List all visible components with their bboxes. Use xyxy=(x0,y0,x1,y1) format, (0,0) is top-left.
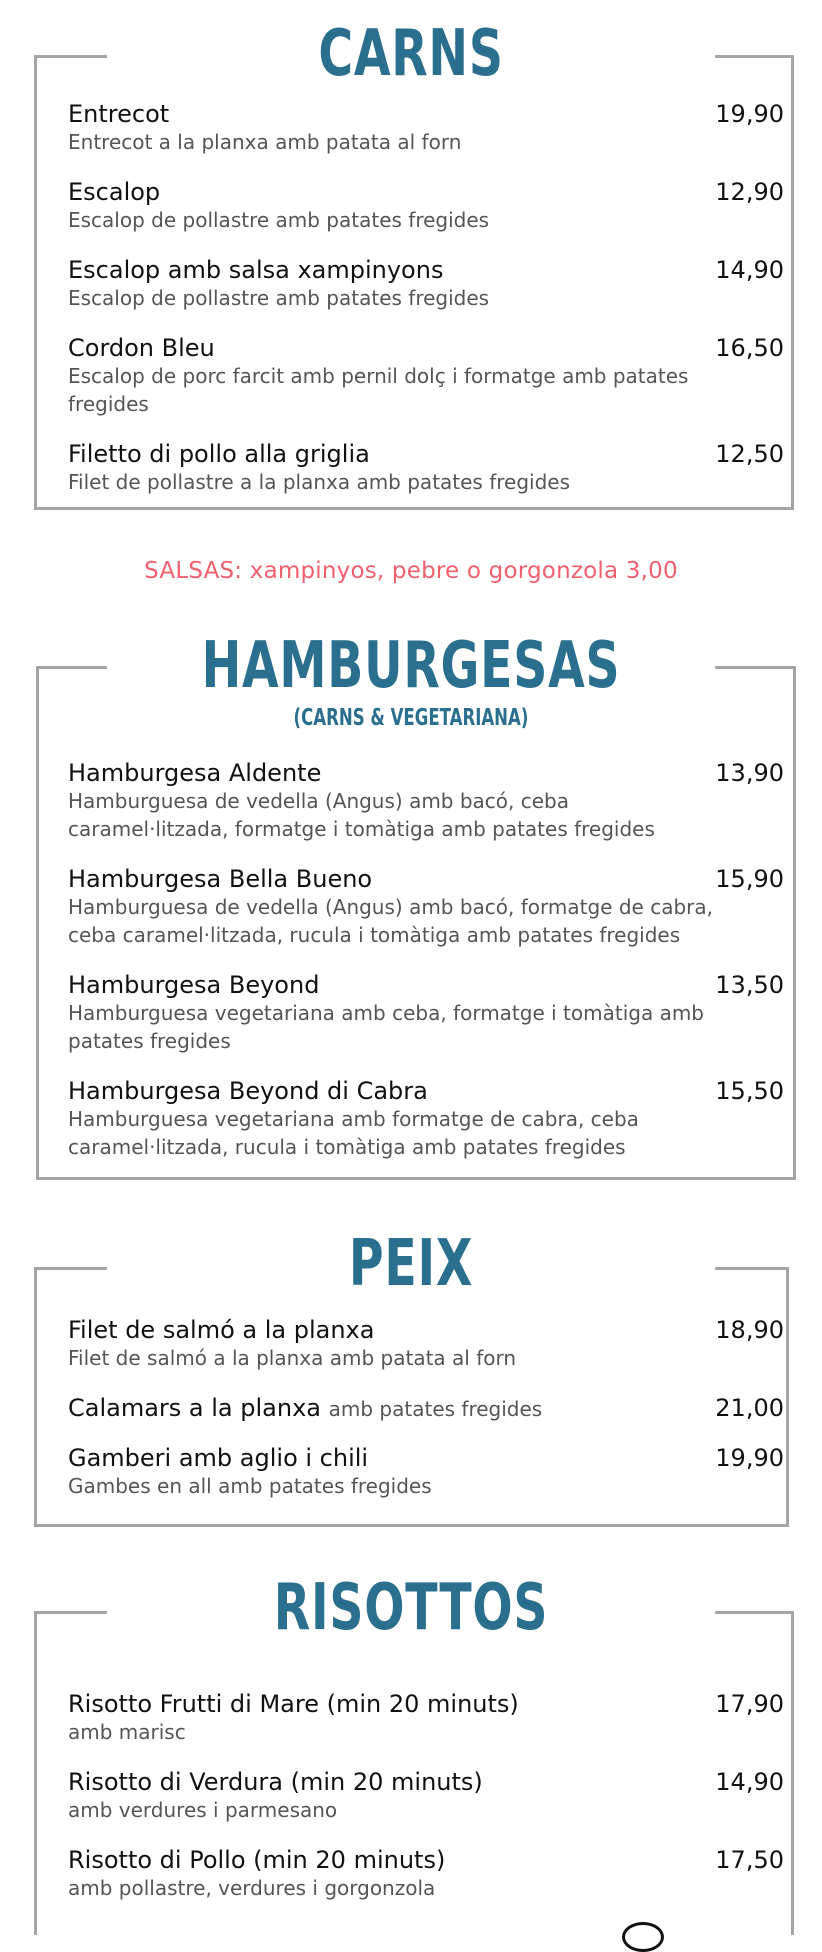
menu-item: Filetto di pollo alla griglia Filet de pollastre a la planxa amb patates fregides 12,50 xyxy=(68,440,784,494)
sauces-note: SALSAS: xampinyos, pebre o gorgonzola 3,00 xyxy=(144,558,678,584)
peix-title: PEIX xyxy=(107,1224,715,1304)
menu-item: Cordon Bleu Escalop de porc farcit amb pernil dolç i formatge amb patates fregides 16,50 xyxy=(68,334,784,416)
hamburgesas-title: HAMBURGESAS xyxy=(107,626,715,706)
menu-item: Hamburgesa Beyond Hamburguesa vegetariana amb ceba, formatge i tomàtiga amb patates fregides 13,50 xyxy=(68,971,784,1053)
hamburgesas-subtitle: (CARNS & VEGETARIANA) xyxy=(293,705,529,731)
menu-item: Risotto di Pollo (min 20 minuts) amb pollastre, verdures i gorgonzola 17,50 xyxy=(68,1846,784,1900)
menu-item: Hamburgesa Beyond di Cabra Hamburguesa vegetariana amb formatge de cabra, ceba caramel·litzada, rucula i tomàtiga amb patates fregides 15,50 xyxy=(68,1077,784,1159)
item-name: Calamars a la planxa xyxy=(68,1394,321,1422)
menu-item: Risotto di Verdura (min 20 minuts) amb verdures i parmesano 14,90 xyxy=(68,1768,784,1822)
carns-title: CARNS xyxy=(107,14,715,94)
menu-item: Escalop Escalop de pollastre amb patates fregides 12,90 xyxy=(68,178,784,232)
menu-item: Gamberi amb aglio i chili Gambes en all amb patates fregides 19,90 xyxy=(68,1444,784,1498)
risottos-title: RISOTTOS xyxy=(107,1568,715,1648)
menu-item: Risotto Frutti di Mare (min 20 minuts) amb marisc 17,90 xyxy=(68,1690,784,1744)
menu-item: Hamburgesa Bella Bueno Hamburguesa de vedella (Angus) amb bacó, formatge de cabra, ceba caramel·litzada, rucula i tomàtiga amb patates fregides 15,90 xyxy=(68,865,784,947)
item-desc: amb patates fregides xyxy=(328,1397,543,1421)
menu-item: Filet de salmó a la planxa Filet de salmó a la planxa amb patata al forn 18,90 xyxy=(68,1316,784,1370)
decoration-icon xyxy=(622,1922,664,1952)
menu-item: Entrecot Entrecot a la planxa amb patata al forn 19,90 xyxy=(68,100,784,154)
menu-item: Calamars a la planxa amb patates fregides 21,00 xyxy=(68,1394,784,1422)
menu-item: Hamburgesa Aldente Hamburguesa de vedella (Angus) amb bacó, ceba caramel·litzada, formatge i tomàtiga amb patates fregides 13,90 xyxy=(68,759,784,841)
menu-item: Escalop amb salsa xampinyons Escalop de pollastre amb patates fregides 14,90 xyxy=(68,256,784,310)
